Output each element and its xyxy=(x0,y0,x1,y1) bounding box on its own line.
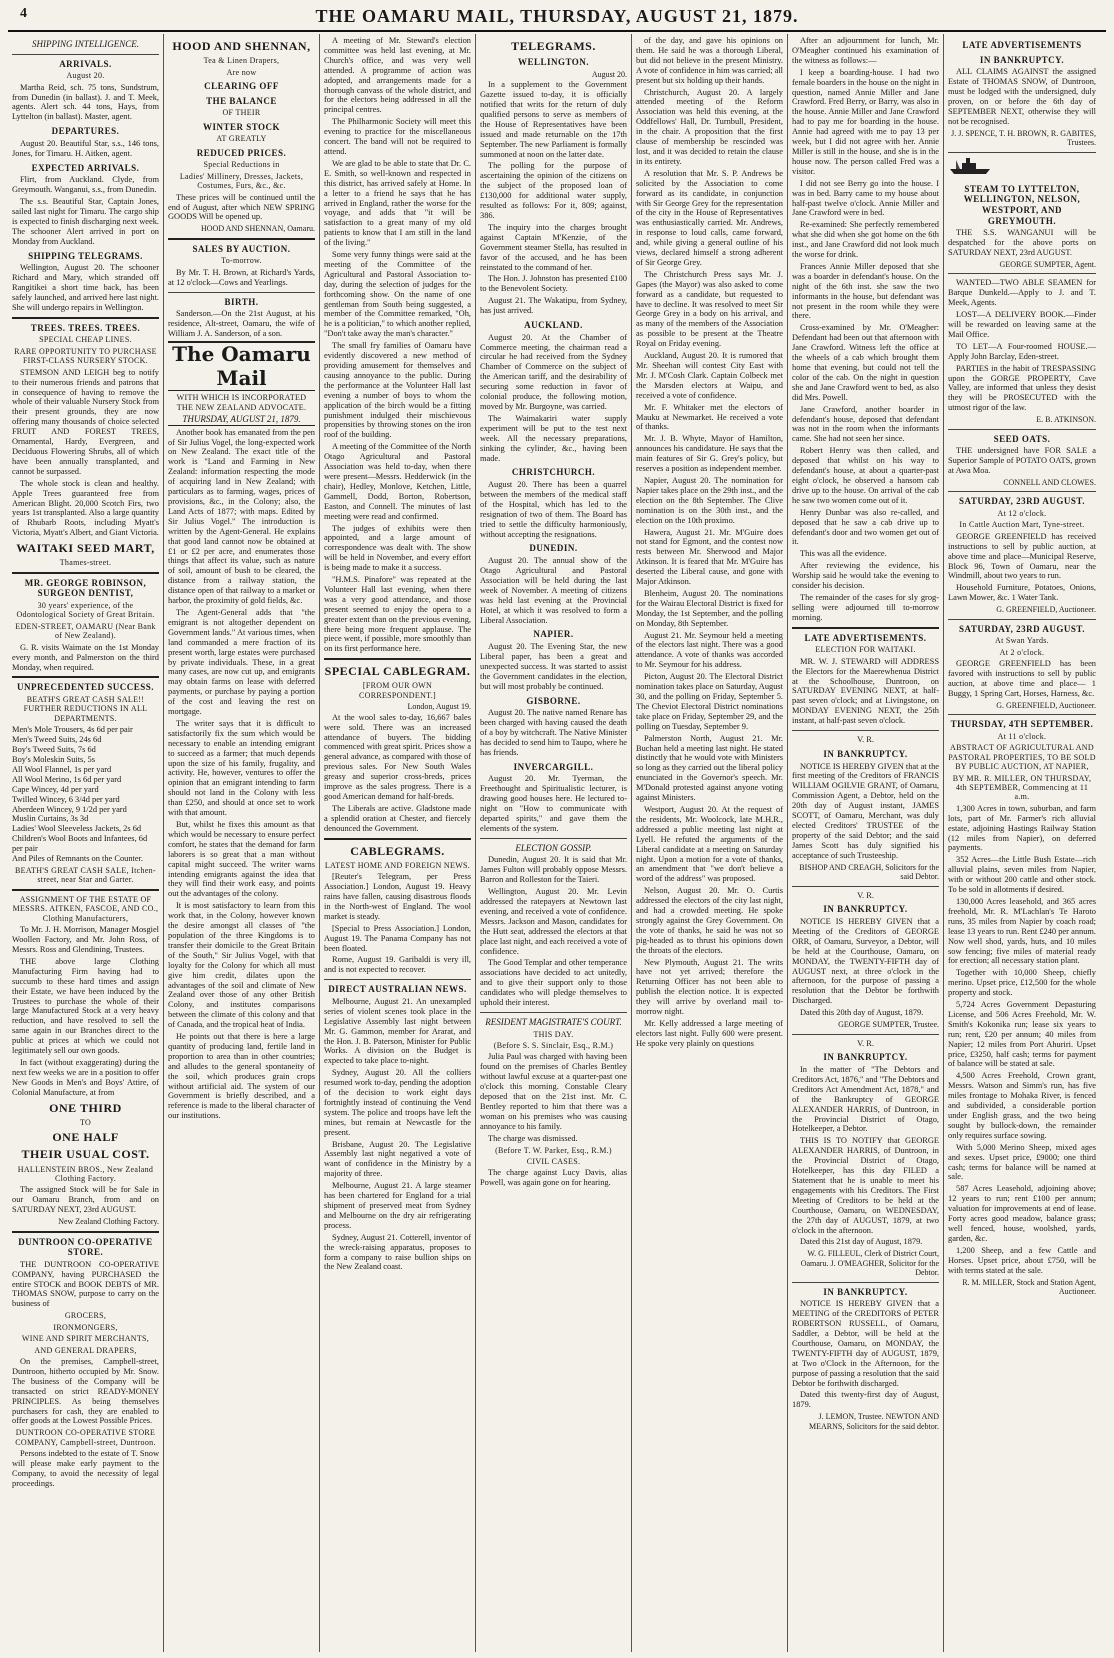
court-sub4: CIVIL CASES. xyxy=(526,1157,581,1167)
list-item: All Wool Merino, 1s 6d per yard xyxy=(12,774,122,784)
news-paragraph: After an adjournment for lunch, Mr. O'Meagher continued his examination of the witness as follows:— xyxy=(792,36,939,65)
property-item: 4,500 Acres Freehold, Crown grant, Messrs. Watson and Simm's run, has five miles frontage to Mohaka River, is fenced and subdivided, a considerable portion under English grass, and the two being sought by bullock-down, the remainder only requires surface sowing. xyxy=(948,1071,1096,1140)
news-paragraph: August 21. Mr. Seymour held a meeting of the electors last night. There was a good attendance. A vote of thanks was accorded to Mr. Seymour for his address. xyxy=(636,630,783,670)
estate-big4: THEIR USUAL COST. xyxy=(21,1147,150,1162)
trespass-sign: E. B. ATKINSON. xyxy=(1036,415,1096,425)
greenfield-list: Household Furniture, Potatoes, Onions, Lawn Mower, &c. 1 Water Tank. xyxy=(948,583,1096,603)
news-paragraph: This was all the evidence. xyxy=(800,549,887,559)
election-waitaki-heading: ELECTION FOR WAITAKI. xyxy=(815,645,916,655)
to-let-notice: TO LET—A Four-roomed HOUSE.—Apply John Barclay, Eden-street. xyxy=(948,341,1096,361)
divider xyxy=(168,292,315,293)
column-2 xyxy=(164,34,320,1652)
bankruptcy-heading: IN BANKRUPTCY. xyxy=(823,904,908,915)
bankruptcy-heading: IN BANKRUPTCY. xyxy=(979,54,1065,65)
trespass-notice: PARTIES in the habit of TRESPASSING upon the GORGE PROPERTY, Cave Valley, are informed that unless they desist they will be PROSECUTED with the utmost rigor of the law. xyxy=(948,363,1096,413)
property-item: 1,200 Sheep, and a few Cattle and Horses. Upset price, about £750, will be with terms stated at the sale. xyxy=(948,1245,1096,1275)
napier-heading: NAPIER. xyxy=(533,629,574,640)
coop-list-item: WINE AND SPIRIT MERCHANTS, xyxy=(21,1334,150,1344)
sale-items xyxy=(12,725,159,864)
divider xyxy=(948,619,1096,620)
vr-crest: V. R. xyxy=(857,890,874,900)
divider xyxy=(792,730,939,731)
news-paragraph: The Philharmonic Society will meet this evening to practice for the miscellaneous concert. The band will not be required to attend. xyxy=(324,117,471,156)
list-item: Cape Wincey, 4d per yard xyxy=(12,784,99,794)
birth-text: Sanderson.—On the 21st August, at his residence, Alt-street, Oamaru, the wife of William J. A. Sanderson, of a son. xyxy=(168,309,315,339)
news-paragraph: Jane Crawford, another boarder in defendant's house, deposed that defendant was not in the room when the informants came. She had not seen her since. xyxy=(792,404,939,444)
divider xyxy=(324,658,471,660)
coop-heading: DUNTROON CO-OPERATIVE STORE. xyxy=(18,1236,153,1258)
bankruptcy-notice: NOTICE IS HEREBY GIVEN that a Meeting of the Creditors of GEORGE ORR, of Oamaru, Surveyor, a Debtor, will be held at the Courthouse, Oamaru, on MONDAY, the TWENTY-FIFTH day of AUGUST next, at three o'clock in the afternoon, for the purpose of passing a resolution that the Debtor be forthwith Discharged. xyxy=(792,917,939,1006)
property-item: 1,300 Acres in town, suburban, and farm lots, part of Mr. Farmer's rich alluvial estate, adjoining Hastings Railway Station (12 miles from Napier), on deferred payments. xyxy=(948,803,1096,853)
departures-text: August 20. Beautiful Star, s.s., 146 tons, Jones, for Timaru. H. Aitken, agent. xyxy=(12,138,159,158)
seed-oats-text: THE undersigned have FOR SALE a Superior Sample of POTATO OATS, grown at Awa Moa. xyxy=(948,446,1096,475)
sales-heading: SALES BY AUCTION. xyxy=(192,243,291,254)
cablegrams-text: [Reuter's Telegram, per Press Association.] London, August 19. Heavy rains have fallen, causing disastrous floods in the North-west of England. The wool market is steady. xyxy=(324,872,471,921)
vr-crest: V. R. xyxy=(857,1038,874,1048)
news-paragraph: of the day, and gave his opinions on them. He said he was a thorough Liberal, but did not believe in the present Ministry. A vote of confidence in him was carried; all present but six holding up their hands. xyxy=(636,36,783,85)
auction-date: SATURDAY, 23RD AUGUST. xyxy=(958,496,1086,507)
nursery-address: Thames-street. xyxy=(59,558,112,568)
divider xyxy=(948,273,1096,274)
news-paragraph: I keep a boarding-house. I had two female boarders in the house on the night in question, named Annie Miller and Jane Crawford. Fred Berry, or Barry, was also in the house. Annie Miller and Jane Crawford had to pay me for boarding in the house. Annie had agreed with me to pay 13 per week, but I did not agree with her. Annie Miller is still in the house, and she is in the house now. The person called Fred was a visitor. xyxy=(792,67,939,176)
lost-notice: LOST—A DELIVERY BOOK.—Finder will be rewarded on leaving same at the Mail Office. xyxy=(948,310,1096,339)
bankruptcy-sign: W. G. FILLEUL, Clerk of District Court, Oamaru. J. O'MEAGHER, Solicitor for the Debtor. xyxy=(800,1249,939,1278)
hood-line: WINTER STOCK xyxy=(202,121,281,132)
vr-crest: V. R. xyxy=(857,735,874,745)
special-cablegram-sub: [FROM OUR OWN CORRESPONDENT.] xyxy=(358,681,437,700)
special-cablegram-heading: SPECIAL CABLEGRAM. xyxy=(324,664,471,679)
news-paragraph: Brisbane, August 20. The Legislative Assembly last night negatived a vote of want of confidence in the Ministry by a majority of three. xyxy=(324,1139,471,1179)
editorial-paragraph: But, whilst he fixes this amount as that which would be necessary to ensure perfect comfort, he states that the demand for farm laborers is so great that a man without capital might succeed. The writer warns intending emigrants against the idea that they will find their work easy, and points out the advantages of the colony. xyxy=(168,820,315,899)
bankruptcy-notice: NOTICE IS HEREBY GIVEN that at the first meeting of the Creditors of FRANCIS WILLIAM OGILVIE GRANT, of Oamaru, Commission Agent, a Debtor, held on the 20th day of August instant, JAMES SCOTT, of Oamaru, Merchant, was duly elected Creditors' TRUSTEE of the property of the said Debtor; and the said James Scott has duly signified his acceptance of such Trusteeship. xyxy=(792,761,939,860)
bankruptcy-notice: THIS IS TO NOTIFY that GEORGE ALEXANDER HARRIS, of Duntroon, in the Provincial District of Otago, Hotelkeeper, has this day FILED a Statement that he is unable to meet his engagements with his Creditors. The First Meeting of Creditors to be held at the Courthouse, Oamaru, on WEDNESDAY, the 27th day of AUGUST, 1879, at two o'clock in the afternoon. xyxy=(792,1136,939,1235)
masthead-date: THURSDAY, AUGUST 21, 1879. xyxy=(168,414,315,426)
news-paragraph: Nelson, August 20. Mr. O. Curtis addressed the electors of the city last night, and had a crowded meeting. He spoke strongly against the Grey Government. On the vote of thanks, he said he was not so pig-headed as to thrust his opinions down the throats of the electors. xyxy=(636,886,783,955)
property-item: 352 Acres—the Little Bush Estate—rich alluvial plains, seven miles from Napier, with or without 200 cattle and other stock. To be sold in allotments if desired. xyxy=(948,855,1096,895)
news-paragraph: Cross-examined by Mr. O'Meagher: Defendant had been out that afternoon with Jane Crawford. Witness left the office at the wheels of a cab which brought them home that evening, but could not tell the color of the cab. On the night in question she and Jane Crawford went to bed, as also did Mrs. Powell. xyxy=(792,323,939,402)
list-item: Men's Tweed Suits, 24s 6d xyxy=(12,735,102,745)
news-paragraph: New Plymouth, August 21. The writs have not yet arrived; therefore the Returning Officer has not been able to publish the election notice. It is expected they will arrive by overland mail to-morrow night. xyxy=(636,957,783,1017)
invercargill-heading: INVERCARGILL. xyxy=(513,761,594,772)
dentist-address: EDEN-STREET, OAMARU (Near Bank of New Zealand). xyxy=(15,621,156,641)
divider xyxy=(948,714,1096,715)
estate-sign: New Zealand Clothing Factory. xyxy=(58,1217,159,1227)
news-paragraph: Henry Dunbar was also re-called, and deposed that he saw a cab drive up to defendant's door and two women get out of it. xyxy=(792,507,939,547)
dentist-heading: MR. GEORGE ROBINSON, SURGEON DENTIST, xyxy=(24,577,147,599)
miller-sign: R. M. MILLER, Stock and Station Agent, Auctioneer. xyxy=(962,1277,1096,1296)
coop-footer: DUNTROON CO-OPERATIVE STORE COMPANY, Campbell-street, Duntroon. xyxy=(15,1428,156,1447)
divider xyxy=(324,838,471,840)
news-paragraph: Mr. J. B. Whyte, Mayor of Hamilton, announces his candidature. He says that the main features of Sir G. Grey's policy, but reserves a position as independent member. xyxy=(636,434,783,474)
divider xyxy=(948,152,1096,153)
news-paragraph: Wellington, August 20. Mr. Levin addressed the ratepayers at Newtown last evening, and received a vote of confidence. Messrs. Jackson and Mason, candidates for the Hutt seat, addressed the electors at that place last night, and each received a vote of confidence. xyxy=(480,887,627,956)
birth-heading: BIRTH. xyxy=(224,296,259,307)
divider xyxy=(480,838,627,839)
coop-list-item: IRONMONGERS, xyxy=(53,1322,118,1332)
auction-place: At Swan Yards. xyxy=(995,636,1049,646)
coop-list-item: AND GENERAL DRAPERS, xyxy=(34,1345,137,1355)
hood-line: OF THEIR xyxy=(222,108,261,118)
hood-text: These prices will be continued until the end of August, after which NEW SPRING GOODS Will be opened up. xyxy=(168,192,315,222)
divider xyxy=(480,1012,627,1013)
list-item: Children's Wool Boots and Infantees, 6d per pair xyxy=(12,834,148,854)
auction-date: SATURDAY, 23RD AUGUST. xyxy=(958,623,1086,634)
news-paragraph: The remainder of the cases for sly grog-selling were adjourned till to-morrow morning. xyxy=(792,592,939,622)
bankruptcy-heading: IN BANKRUPTCY. xyxy=(823,1052,908,1063)
sales-subheading: To-morrow. xyxy=(221,256,262,266)
auckland-heading: AUCKLAND. xyxy=(524,320,583,331)
list-item: Men's Mole Trousers, 4s 6d per pair xyxy=(12,725,133,735)
top-rule xyxy=(8,30,1106,32)
news-paragraph: Christchurch, August 20. A largely attended meeting of the Reform Association was held this evening, at the Oddfellows' Hall, Dr. Turnbull, President, in the chair. A proposition that the first clause of membership be rescinded was lost, and it was decided to retain the clause in its entirety. xyxy=(636,87,783,166)
hood-sign: HOOD AND SHENNAN, Oamaru. xyxy=(201,224,315,234)
bankruptcy-sign: J. LEMON, Trustee. NEWTON AND MEARNS, Solicitors for the said debtor. xyxy=(809,1412,939,1431)
news-paragraph: The charge against Lucy Davis, alias Powell, was again gone on for hearing. xyxy=(480,1168,627,1188)
estate-big3: ONE HALF xyxy=(52,1130,119,1145)
auction-time: At 11 o'clock. xyxy=(997,731,1047,741)
property-item: Together with 10,000 Sheep, chiefly merino. Upset price, £12,500 for the whole property and stock. xyxy=(948,968,1096,998)
estate-text2: In fact (without exaggerating) during the next few weeks we are in a position to offer New Goods in Men's and Boys' Attire, of Colonial Manufacture, at from xyxy=(12,1057,159,1097)
paper-masthead: The Oamaru Mail xyxy=(168,341,315,391)
column-6 xyxy=(788,34,944,1652)
column-4 xyxy=(476,34,632,1652)
dunedin-heading: DUNEDIN. xyxy=(529,543,578,554)
gisborne-heading: GISBORNE. xyxy=(526,695,581,706)
columns xyxy=(8,34,1106,1652)
late-ads-heading: LATE ADVERTISEMENTS. xyxy=(804,632,927,643)
news-paragraph: Sydney, August 20. All the colliers resumed work to-day, pending the adoption of the decision to work eight days fortnightly instead of continuing the Vend system. The police and troops have left the mines, but remain at Newcastle for the present. xyxy=(324,1068,471,1137)
court-heading: RESIDENT MAGISTRATE'S COURT. xyxy=(485,1016,622,1027)
divider xyxy=(324,979,471,980)
news-paragraph: Westport, August 20. At the request of the residents, Mr. Woolcock, late M.H.R., addressed a public meeting last night at Lyell. He refuted the arguments of the Liberal candidate at a meeting on Saturday night. Upon a motion for a vote of thanks, an amendment that "we don't believe a word of the address" was proposed. xyxy=(636,804,783,884)
hood-line: CLEARING OFF xyxy=(204,81,279,92)
bankruptcy-date: Dated this 20th day of August, 1879. xyxy=(800,1008,924,1018)
news-paragraph: Robert Henry was then called, and deposed that whilst on his way to defendant's house, at about a quarter-past eight o'clock, he observed a hansom cab drive up to the house. On arrival of the cab he saw two women come out of it. xyxy=(792,446,939,505)
news-paragraph: The judges of exhibits were then appointed, and a large amount of correspondence was dealt with. The show will be held in November, and every effort is being made to make it a success. xyxy=(324,523,471,573)
special-cablegram-date: London, August 19. xyxy=(407,702,471,712)
nursery-name: WAITAKI SEED MART, xyxy=(16,541,155,556)
sales-text: By Mr. T. H. Brown, at Richard's Yards, at 12 o'clock—Cows and Yearlings. xyxy=(168,267,315,287)
editorial-paragraph: Another book has emanated from the pen of Sir Julius Vogel, the long-expected work on New Zealand. The exact title of the work is "Land and Farming in New Zealand: information respecting the mode of acquiring land in New Zealand; with particulars as to farming, wages, prices of provisions, &c., in the Colony; also, the Land Acts of 1877; with maps. Edited by Sir Julius Vogel." The introduction is written by the Agent-General. He explains that good land cannot now be obtained at £1 or £2 per acre, and enumerates those things that affect its value, such as nature of soil, amount of bush to be cleared, the distance from a railway station, the distance open of that railway to a market or harbor, the proximity of gold fields, &c. xyxy=(168,427,315,606)
news-paragraph: Frances Annie Miller deposed that she was a boarder in defendant's house. On the night of the 6th inst. she saw the two informants in the house, but defendant was not present in the room while they were there. xyxy=(792,261,939,321)
news-paragraph: August 20. There has been a quarrel between the members of the medical staff of the Hospital, which has led to the resignation of two of them. The Board has tried to settle the difficulty harmoniously, without accepting the resignations. xyxy=(480,480,627,539)
property-item: 130,000 Acres leasehold, and 365 acres freehold, Mr. R. M'Lachlan's Te Haroto runs, 35 miles from Napier by coach road; lease 13 years to run. Rent £240 per annum. Now well shod, yards, huts, and 10 miles sow fencing; five miles of material ready for erection; all necessary station plant. xyxy=(948,896,1096,966)
bankruptcy-date: Dated this twenty-first day of August, 1879. xyxy=(792,1390,939,1410)
shipping-telegrams-heading: SHIPPING TELEGRAMS. xyxy=(28,250,143,261)
news-paragraph: The charge was dismissed. xyxy=(488,1133,578,1143)
hood-line: Are now xyxy=(226,67,257,77)
divider xyxy=(168,238,315,240)
news-paragraph: Blenheim, August 20. The nominations for the Wairau Electoral District is fixed for Monday, the 1st September, and the polling on Monday, 8th September. xyxy=(636,588,783,628)
arrivals-heading: ARRIVALS. xyxy=(59,58,112,69)
departures-heading: DEPARTURES. xyxy=(51,126,120,137)
estate-big2: TO xyxy=(79,1117,92,1127)
divider xyxy=(12,572,159,574)
list-item: Twilled Wincey, 6 3/4d per yard xyxy=(12,794,120,804)
property-item: 5,724 Acres Government Depasturing License, and 506 Acres Freehold, Mr. W. Smith's Kokonika run; lease six years to run; rent, £20 per annum; 40 miles from Napier; 12 miles from Port Ahuriri. Upset price, £3250, half cash; terms for payment of balance will be stated at sale. xyxy=(948,1000,1096,1069)
news-paragraph: Julia Paul was charged with having been found on the premises of Charles Bentley without lawful excuse at a quarter-past one o'clock this morning. Constable Cleary deposed that on the 21st inst. Mr. C. Bentley reported to him that there was a woman on his premises who was causing annoyance to his family. xyxy=(480,1052,627,1131)
trees-text: STEMSON AND LEIGH beg to notify to their numerous friends and patrons that in consequence of having to remove the whole of their valuable Nursery Stock from their present grounds, they are now offering many thousands of choice selected FRUIT AND FOREST TREES, Ornamental, Hardy, Evergreen, and Deciduous Flowering Shrubs, all of which have been annually transplanted, and cannot be surpassed. xyxy=(12,367,159,476)
news-paragraph: August 20. The Evening Star, the new Liberal paper, has been a great and unexpected success. It was started to assist the Government candidates in the election, but will most probably be continued. xyxy=(480,642,627,691)
news-paragraph: The polling for the purpose of ascertaining the opinion of the citizens on the subject of the proposed loan of £130,000 for additional water supply, resulted as follows: For it, 809; against, 386. xyxy=(480,161,627,220)
page-title: THE OAMARU MAIL, THURSDAY, AUGUST 21, 1879. xyxy=(315,6,799,26)
greenfield-sign: G. GREENFIELD, Auctioneer. xyxy=(996,605,1096,615)
court-sub3: (Before T. W. Parker, Esq., R.M.) xyxy=(495,1145,612,1155)
news-paragraph: Hawera, August 21. Mr. M'Guire does not stand for Egmont, and the contest now rests between Mr. Sherwood and Major Atkinson. It is feared that Mr. M'Guire has deserted the Liberal cause, and gone with Major Atkinson. xyxy=(636,527,783,587)
auction-date: THURSDAY, 4TH SEPTEMBER. xyxy=(950,719,1094,730)
news-paragraph: August 20. The annual show of the Otago Agricultural and Pastoral Association will be held during the last week of November. A meeting of citizens was held last evening at the Provincial Hotel, at which it was resolved to form a Liberal Association. xyxy=(480,556,627,625)
dentist-note: G. R. visits Waimate on the 1st Monday every month, and Palmerston on the third Monday, when required. xyxy=(12,642,159,672)
property-item: 587 Acres Leasehold, adjoining above; 12 years to run; rent £100 per annum; valuation for improvements at end of lease. Forty acres good meadow, balance grass; well fenced, house, woolshed, yards, garden, &c. xyxy=(948,1184,1096,1243)
steam-heading: STEAM TO LYTTELTON, WELLINGTON, NELSON, WESTPORT, AND GREYMOUTH. xyxy=(963,183,1081,226)
estate-trustees: To Mr. J. H. Morrison, Manager Mosgiel Woollen Factory, and Mr. John Ross, of Messrs. Ross and Glendining, Trustees. xyxy=(12,925,159,955)
steward-notice: MR. W. J. STEWARD will ADDRESS the Electors for the Maerewhenua District at the Schoolhouse, Duntroon, on SATURDAY EVENING NEXT, at half-past seven o'clock; and at Livingstone, on MONDAY EVENING NEXT, the 25th instant, at half-past seven o'clock. xyxy=(792,656,939,726)
coop-text2: On the premises, Campbell-street, Duntroon, hitherto occupied by Mr. Snow. The business of the Company will be transacted on strict READY-MONEY PRINCIPLES. As being themselves purchasers for cash, they are enabled to offer goods at the Lowest Possible Prices. xyxy=(12,1357,159,1426)
divider xyxy=(792,627,939,629)
court-sub: THIS DAY. xyxy=(533,1029,574,1039)
news-paragraph: In a supplement to the Government Gazette issued to-day, it is officially notified that writs for the return of duly qualified persons to serve as members of the House of Representatives have been issued and made returnable on the 17th September. The new Parliament is formally summoned at noon on the latter date. xyxy=(480,80,627,159)
expected-text: Flirt, from Auckland. Clyde, from Greymouth. Wanganui, s.s., from Dunedin. xyxy=(12,175,159,195)
news-paragraph: August 21. The Wakatipu, from Sydney, has just arrived. xyxy=(480,296,627,316)
seed-oats-heading: SEED OATS. xyxy=(993,433,1051,444)
divider xyxy=(792,1034,939,1035)
arrivals-text: Martha Reid, sch. 75 tons, Sundstrum, from Dunedin (in ballast). J. and T. Meek, agents. Alert sch. 44 tons, Hays, from Lyttelton (in ballast). Master, agent. xyxy=(12,82,159,122)
editorial-paragraph: He points out that there is here a large quantity of producing land, fertile land in proportion to area than in other countries; and alludes to the general spontaneity of the soil, which produces grain crops without artificial aid. The system of our Government is briefly described, and a reference is made to the liberal character of our institutions. xyxy=(168,1032,315,1121)
dentist-text: 30 years' experience, of the Odontological Society of Great Britain. xyxy=(16,600,155,620)
court-sub2: (Before S. S. Sinclair, Esq., R.M.) xyxy=(493,1041,614,1051)
news-paragraph: August 20. At the Chamber of Commerce meeting, the chairman read a circular he had received from the Sydney Chamber of Commerce on the subject of the American tariff, and the desirability of securing some reduction in favor of colonial produce, the following motion, moved by Mr. Burgoyne, was carried. xyxy=(480,332,627,411)
list-item: Ladies' Wool Sleeveless Jackets, 2s 6d xyxy=(12,824,142,834)
editorial-paragraph: The writer says that it is difficult to satisfactorily fix the sum which would be necessary to enable an intending emigrant to succeed as a farmer; that much depends upon the size of his family, frugality, and activity. He, however, ventures to offer the opinion that an emigrant intending to farm should not land in the Colony with less than £250, and should at once set to work with that amount. xyxy=(168,718,315,818)
divider xyxy=(12,889,159,891)
divider xyxy=(792,1282,939,1283)
list-item: Boy's Tweed Suits, 7s 6d xyxy=(12,745,96,755)
news-paragraph: A meeting of Mr. Steward's election committee was held last evening, at Mr. Church's office, and was very well attended. A programme of action was adopted, and arrangements made for a thorough canvass of the whole district, and for the electors being addressed in all the principal centres. xyxy=(324,36,471,115)
abstract-heading: ABSTRACT OF AGRICULTURAL AND PASTORAL PROPERTIES, TO BE SOLD BY PUBLIC AUCTION, AT NAPIER, xyxy=(948,743,1096,772)
news-paragraph: The inquiry into the charges brought against Captain M'Kenzie, of the Government steamer Stella, has resulted in favor of the accused, and he has been reinstated to the command of her. xyxy=(480,222,627,272)
news-paragraph: After reviewing the evidence, his Worship said he would take the evening to consider his decision. xyxy=(792,561,939,591)
telegrams-heading: TELEGRAMS. xyxy=(511,39,596,53)
wellington-heading: WELLINGTON. xyxy=(517,57,590,68)
cablegrams-heading: CABLEGRAMS. xyxy=(350,843,445,858)
news-paragraph: Mr. Kelly addressed a large meeting of electors last night. Fully 600 were present. He spoke very plainly on questions xyxy=(636,1019,783,1048)
sale-footer: BEATH'S GREAT CASH SALE, Itchen-street, near Star and Garter. xyxy=(15,866,156,885)
trees-heading: TREES. TREES. TREES. xyxy=(30,322,141,333)
list-item: Aberdeen Wincey, 9 1/2d per yard xyxy=(12,804,127,814)
bankruptcy-notice: NOTICE IS HEREBY GIVEN that a MEETING of the CREDITORS of PETER ROBERTSON RUSSELL, of Oamaru, Saddler, a Debtor, will be held at the Courthouse, Oamaru, on MONDAY, the TWENTY-FIFTH day of AUGUST, 1879, at Two o'Clock in the Afternoon, for the purpose of passing a resolution that the said Debtor be forthwith discharged. xyxy=(792,1299,939,1388)
coop-text: THE DUNTROON CO-OPERATIVE COMPANY, having PURCHASED the entire STOCK and BOOK DEBTS of MR. THOMAS SNOW, purpose to carry on the business of xyxy=(12,1259,159,1309)
news-paragraph: We are glad to be able to state that Dr. C. E. Smith, so well-known and respected in this district, has arrived safely at Home. In a letter to a friend he says that he has arrived in England, rather the worse for the voyage, and adds that "it will be satisfaction to a great many of my old patients to know that I am still in the land of the living." xyxy=(324,158,471,248)
steam-sign: GEORGE SUMPTER, Agent. xyxy=(999,259,1096,269)
divider xyxy=(12,317,159,319)
news-paragraph: The small fry families of Oamaru have evidently discovered a new method of providing amusement for themselves and causing annoyance to the public. During the performance at the Volunteer Hall last evening a number of boys to whom the application of the birch would be a fitting punishment indulged their mischievous propensities by throwing stones on the iron roof of the building. xyxy=(324,341,471,440)
steam-text: THE S.S. WANGANUI will be despatched for the above ports on SATURDAY NEXT, 23rd AUGUST. xyxy=(948,228,1096,258)
hood-subheading: Tea & Linen Drapers, xyxy=(203,56,280,66)
list-item: Boy's Moleskin Suits, 5s xyxy=(12,755,95,765)
news-paragraph: Melbourne, August 21. An unexampled series of violent scenes took place in the Legislative Assembly last night between Mr. G. Gammon, member for Ararat, and the Hon. J. B. Paterson, Minister for Public Works. A division on the Budget is expected to take place to-night. xyxy=(324,996,471,1066)
page-masthead xyxy=(0,6,1114,28)
news-paragraph: A meeting of the Committee of the North Otago Agricultural and Pastoral Association was held to-day, when there were present—Messrs. Hedderwick (in the chair), Hedley, Monlove, Ketchen, Little, Gammell, Dodd, Borton, Robertson, Easton, and Connell. The minutes of last meeting were read and confirmed. xyxy=(324,442,471,521)
steamship-icon xyxy=(948,157,1096,180)
news-paragraph: The Good Templar and other temperance associations have decided to act unitedly, and to give their support only to those candidates who will pledge themselves to uphold their interest. xyxy=(480,958,627,1008)
news-paragraph: The Hon. J. Johnston has presented £100 to the Benevolent Society. xyxy=(480,274,627,294)
news-paragraph: Dunedin, August 20. It is said that Mr. James Fulton will probably oppose Messrs. Barron and Rolleston for the Taieri. xyxy=(480,855,627,885)
snow-notice: ALL CLAIMS AGAINST the assigned Estate of THOMAS SNOW, of Duntroon, must be lodged with the undersigned, duly proven, on or before the 6th day of SEPTEMBER NEXT, otherwise they will not be recognised. xyxy=(948,67,1096,126)
hood-goods: Ladies' Millinery, Dresses, Jackets, Costumes, Furs, &c., &c. xyxy=(179,171,304,191)
bankruptcy-heading: IN BANKRUPTCY. xyxy=(823,748,908,759)
estate-firm: HALLENSTEIN BROS., New Zealand Clothing Factory. xyxy=(17,1164,154,1183)
estate-text: THE above large Clothing Manufacturing Firm having had to succumb to these hard times and assign their Estate, we have been induced by the Trustees to purchase the whole of their large Manufactured Stock at a very heavy reduction, and have resolved to sell the same again in our Branches direct to the public at prices at which we could not legitimately sell our own goods. xyxy=(12,956,159,1056)
news-paragraph: Napier, August 20. The nomination for Napier takes place on the 29th inst., and the election on the 8th September. The Clive nomination is on the 30th inst., and the election on the 10th proximo. xyxy=(636,475,783,525)
news-paragraph: Picton, August 20. The Electoral District nomination takes place on Saturday, August 30, and the polling on Friday, September 5. The Cheviot Electoral District nominations take place on Friday, September 29, and the polling on Tuesday, September 9. xyxy=(636,672,783,731)
hood-line: REDUCED PRICES. xyxy=(196,147,287,158)
australian-news-heading: DIRECT AUSTRALIAN NEWS. xyxy=(328,984,467,995)
coop-list-item: GROCERS, xyxy=(64,1311,107,1321)
news-paragraph: Palmerston North, August 21. Mr. Buchan held a meeting last night. He stated distinctly that he would vote with Ministers so long as they carried out the liberal policy enunciated in the Governor's speech. Mr. M'Donald protested against anyone voting against Ministers. xyxy=(636,733,783,803)
news-paragraph: Auckland, August 20. It is rumored that Mr. Sheehan will contest City East with Mr. J. M'Cosh Clark. Captain Colbeck met the Marsden electors at Waipu, and received a vote of confidence. xyxy=(636,351,783,400)
divider xyxy=(12,676,159,678)
auction-time: At 12 o'clock. xyxy=(997,508,1047,518)
miller-heading: BY MR. R. MILLER, ON THURSDAY, 4th SEPTEMBER, Commencing at 11 a.m. xyxy=(952,773,1092,802)
estate-note: The assigned Stock will be for Sale in our Oamaru Branch, from and on SATURDAY NEXT, 23rd AUGUST. xyxy=(12,1185,159,1215)
divider xyxy=(948,491,1096,492)
trees-text2: The whole stock is clean and healthy. Apple Trees guaranteed free from American Blight. 20,000 Scotch Firs, two years 1st transplanted. Also a large quantity of Rhubarb Roots, including Myatt's Victoria, Myatt's Albert, and Giant Victoria. xyxy=(12,478,159,538)
news-paragraph: Mr. F. Whitaker met the electors of Mauku at Newmarket. He received a vote of thanks. xyxy=(636,402,783,432)
special-cablegram-text: At the wool sales to-day, 16,667 bales were sold. There was an increased attendance of buyers. The bidding commenced with great spirit. Prices show a general advance, as compared with those of previous sales. For New South Wales greasy and superior cross-breds, prices improve as the sales progress. There is a good American demand for half-breds. xyxy=(324,712,471,801)
special-cablegram-text2: The Liberals are active. Gladstone made a splendid oration at Chester, and fiercely denounced the Government. xyxy=(324,803,471,833)
bankruptcy-heading: IN BANKRUPTCY. xyxy=(823,1286,908,1297)
property-item: With 5,000 Merino Sheep, mixed ages and sexes. Upset price, £9000; one third cash; terms for balance will be named at sale. xyxy=(948,1142,1096,1182)
estate-big1: ONE THIRD xyxy=(49,1100,122,1115)
editorial-paragraph: The Agent-General adds that "the emigrant is not altogether dependent on Government lands." At various times, when land commanded a mere fraction of its present worth, large estates were purchased by private individuals. These, in a great many cases, are now cut up, and emigrants may obtain farms on lease with deferred payments, or purchase by paying a portion of the cost and leaving the rest on mortgage. xyxy=(168,607,315,717)
seed-oats-sign: CONNELL AND CLOWES. xyxy=(1003,477,1096,487)
news-paragraph: Sydney, August 21. Cotterell, inventor of the wreck-raising apparatus, proposes to form a company to raise bullion ships on the New Zealand coast. xyxy=(324,1232,471,1272)
list-item: And Piles of Remnants on the Counter. xyxy=(12,854,143,864)
auction-place: In Cattle Auction Mart, Tyne-street. xyxy=(959,520,1085,530)
hood-heading: HOOD AND SHENNAN, xyxy=(172,39,311,53)
shipping-note: The s.s. Beautiful Star, Captain Jones, sailed last night for Timaru. The cargo ship is expected to finish discharging next week. The schooner Alert arrived in port on Monday from Auckland. xyxy=(12,197,159,246)
editorial-paragraph: It is most satisfactory to learn from this work that, in the Colony, however known the desire amongst all classes of "the population of the three Kingdoms is to transfer their domicile to the Great Britain of the South," Sir Julius Vogel, with that loyalty for the Colony for which all must give him credit, dilates upon the advantages of the soil and climate of New Zealand over those of any other British Colony, and institutes comparisons between the climate of this colony and that of Canada, and the tropical heat of India. xyxy=(168,901,315,1030)
arrivals-date: August 20. xyxy=(66,71,105,81)
news-paragraph: I did not see Berry go into the house. I was in bed. Barry came to my house about half-past twelve o'clock. Annie Miller and Jane Crawford were in bed. xyxy=(792,178,939,218)
snow-sign: J. J. SPENCE, T. H. BROWN, R. GABITES, Trustees. xyxy=(951,128,1096,148)
news-paragraph: Re-examined: She perfectly remembered what she did when she got home on the 6th inst., and Jane Crawford did not look much the worse for drink. xyxy=(792,220,939,260)
news-paragraph: August 20. Mr. Tyerman, the Freethought and Spiritualistic lecturer, is drawing good houses here. He lectured to-night on "How to communicate with departed spirits," and gave them the elements of the system. xyxy=(480,774,627,833)
shipping-heading: SHIPPING INTELLIGENCE. xyxy=(31,39,139,49)
column-5 xyxy=(632,34,788,1652)
news-paragraph: Melbourne, August 21. A large steamer has been chartered for England for a trial shipment of preserved meat from Sydney and Melbourne on the dry air refrigerating process. xyxy=(324,1181,471,1230)
hood-line: AT GREATLY xyxy=(216,134,267,144)
christchurch-heading: CHRISTCHURCH. xyxy=(511,467,596,478)
masthead-subtitle: WITH WHICH IS INCORPORATED THE NEW ZEALAND ADVOCATE. xyxy=(176,393,307,412)
late-ads-heading: LATE ADVERTISEMENTS xyxy=(962,40,1082,50)
steamship-icon-svg xyxy=(948,157,992,175)
column-7 xyxy=(944,34,1100,1652)
bankruptcy-date: Dated this 21st day of August, 1879. xyxy=(800,1237,923,1247)
bankruptcy-sign: GEORGE SUMPTER, Trustee. xyxy=(838,1020,939,1030)
hood-special: Special Reductions in xyxy=(203,160,280,170)
greenfield-sign: G. GREENFIELD, Auctioneer. xyxy=(996,700,1096,710)
list-item: Muslin Curtains, 3s 3d xyxy=(12,814,89,824)
wanted-notice: WANTED—TWO ABLE SEAMEN for Barque Dunkeld.—Apply to J. and T. Meek, Agents. xyxy=(948,278,1096,308)
cablegrams-sub: LATEST HOME AND FOREIGN NEWS. xyxy=(324,860,471,870)
divider xyxy=(12,1231,159,1233)
greenfield-notice: GEORGE GREENFIELD has received instructions to sell by public auction, at above time and place—Municipal Reserve, Block 96, Town of Oamaru, near the Windmill, about two years to run. xyxy=(948,531,1096,581)
auction-time: At 2 o'clock. xyxy=(999,647,1045,657)
estate-heading: ASSIGNMENT OF THE ESTATE OF MESSRS. AITKEN, FASCOE, AND CO., Clothing Manufacturers, xyxy=(12,894,159,923)
divider xyxy=(948,429,1096,430)
trees-sub1: SPECIAL CHEAP LINES. xyxy=(39,335,132,345)
divider xyxy=(12,54,159,55)
news-paragraph: August 20. The native named Renare has been charged with having caused the death of a boy by witchcraft. The Native Minister has decided to send him to Taupo, where he has friends. xyxy=(480,708,627,757)
greenfield-notice: GEORGE GREENFIELD has been favored with instructions to sell by public auction, at above time and place— 1 Buggy, 1 Spring Cart, Horses, Harness, &c. xyxy=(948,659,1096,698)
page-number: 4 xyxy=(20,6,28,21)
news-paragraph: A resolution that Mr. S. P. Andrews be solicited by the Association to come forward as its candidate, in conjunction with Sir George Grey for the representation of the city in the House of Representatives was enthusiastically carried. Mr. Andrews, in response to loud calls, came forward, and, while giving a general outline of his views, declared himself a strong adherent of Sir George Grey. xyxy=(636,168,783,267)
column-1 xyxy=(8,34,164,1652)
cablegrams-text3: Rome, August 19. Garibaldi is very ill, and is not expected to recover. xyxy=(324,955,471,975)
sale-heading: UNPRECEDENTED SUCCESS. xyxy=(16,682,155,693)
telegram-date: August 20. xyxy=(591,69,627,79)
bankruptcy-notice: In the matter of "The Debtors and Creditors Act, 1876," and "The Debtors and Creditors Act Amendment Act, 1878," and of the Bankruptcy of GEORGE ALEXANDER HARRIS, of Duntroon, in the Provincial District of Otago, Hotelkeeper, a Debtor. xyxy=(792,1065,939,1134)
news-paragraph: Some very funny things were said at the meeting of the Committee of the Agricultural and Pastoral Association to-day, during the selection of judges for the forthcoming show. On the name of one gentleman from South being suggested, a member of the Committee remarked, "Oh, he is a politician," to which another replied, "Don't take away the man's character." xyxy=(324,250,471,339)
column-3 xyxy=(320,34,476,1652)
list-item: All Wool Flannel, 1s per yard xyxy=(12,764,112,774)
coop-note: Persons indebted to the estate of T. Snow will please make early payment to the Company, to avoid the necessity of legal proceedings. xyxy=(12,1449,159,1488)
shipping-telegrams-text: Wellington, August 20. The schooner Richard and Mary, which stranded off Rangitikei a short time back, has been safely launched, and arrived here last night. She will undergo repairs in Wellington. xyxy=(12,263,159,312)
sale-subheading: BEATH'S GREAT CASH SALE!! FURTHER REDUCTIONS IN ALL DEPARTMENTS. xyxy=(23,695,148,723)
hood-line: THE BALANCE xyxy=(206,95,277,106)
expected-heading: EXPECTED ARRIVALS. xyxy=(31,162,140,173)
divider xyxy=(792,886,939,887)
trees-sub2: RARE OPPORTUNITY TO PURCHASE FIRST-CLASS NURSERY STOCK. xyxy=(14,346,157,366)
cablegrams-text2: [Special to Press Association.] London, August 19. The Panama Company has not been floated. xyxy=(324,923,471,953)
election-gossip-heading: ELECTION GOSSIP. xyxy=(515,842,592,853)
bankruptcy-sign: BISHOP AND CREAGH, Solicitors for the said Debtor. xyxy=(799,862,939,882)
news-paragraph: The Waimakariri water supply experiment will be put to the test next week. All the necessary preparations, sinking the cylinder, &c., having been made. xyxy=(480,413,627,463)
news-paragraph: "H.M.S. Pinafore" was repeated at the Volunteer Hall last evening, when there was a very good attendance, and those present seemed to enjoy the opera to a greater extent than on the previous evening, there being more frequent applause. The piece went, if possible, more smoothly than on its first performance here. xyxy=(324,575,471,654)
news-paragraph: The Christchurch Press says Mr. J. Gapes (the Mayor) was also asked to come forward as a candidate, but requested to have to decline. It was resolved to meet Sir George Grey in a body on his arrival, and as many of the members of the Association as possible to be present at the Theatre Royal on Friday evening. xyxy=(636,269,783,349)
